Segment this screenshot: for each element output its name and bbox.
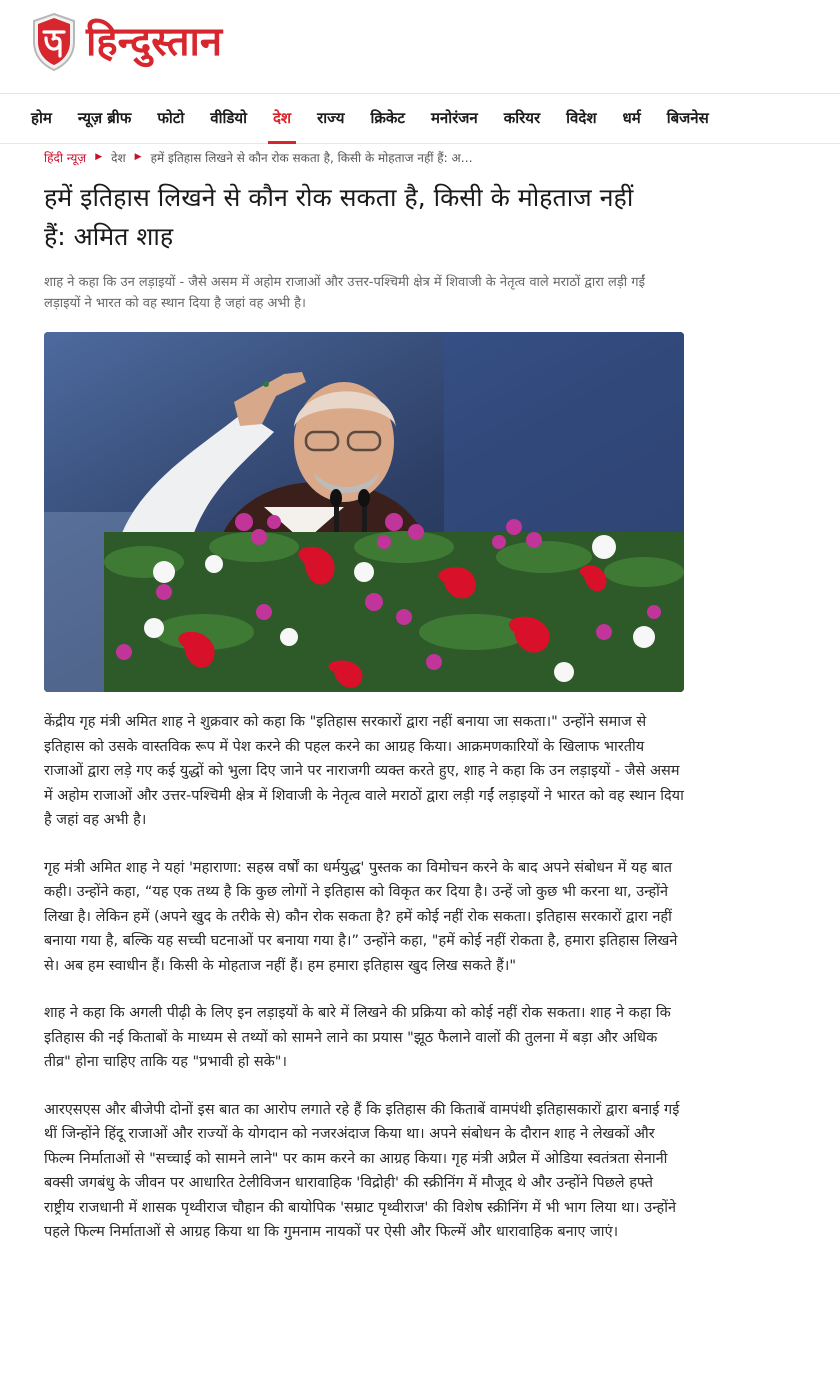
breadcrumb-home-link[interactable]: हिंदी न्यूज़ <box>44 150 87 165</box>
article-hero-image <box>44 332 684 692</box>
nav-item-business[interactable]: बिजनेस <box>666 108 709 127</box>
nav-item-career[interactable]: करियर <box>503 108 541 127</box>
article-paragraph: केंद्रीय गृह मंत्री अमित शाह ने शुक्रवार को कहा कि "इतिहास सरकारों द्वारा नहीं बनाया जा सकता।" उन्होंने समाज से इतिहास को उसके वास्तविक रूप में पेश करने की पहल करने का आग्रह किया। आक्रमणकारियों के खिलाफ भारतीय राजाओं द्वारा लड़े गए कई युद्धों को भुला दिए जाने पर नाराजगी व्यक्त करते हुए, शाह ने कहा कि उन लड़ाइयों - जैसे असम में अहोम राजाओं और उत्तर-पश्चिमी क्षेत्र में शिवाजी के नेतृत्व वाले मराठों द्वारा लड़ी गईं लड़ाइयों ने भारत को वह स्थान दिया है जहां वह अभी है। <box>44 714 684 828</box>
breadcrumb-arrow-icon: ▶ <box>134 152 142 162</box>
logo-wordmark: हिन्दुस्तान <box>86 19 223 65</box>
article-summary: शाह ने कहा कि उन लड़ाइयों - जैसे असम में अहोम राजाओं और उत्तर-पश्चिमी क्षेत्र में शिवाजी के नेतृत्व वाले मराठों द्वारा लड़ी गईं लड़ाइयों ने भारत को वह स्थान दिया है जहां वह अभी है। <box>44 275 646 311</box>
site-logo[interactable] <box>30 12 222 72</box>
article-paragraph: आरएसएस और बीजेपी दोनों इस बात का आरोप लगाते रहे हैं कि इतिहास की किताबें वामपंथी इतिहासकारों द्वारा बनाई गई थीं जिन्होंने हिंदू राजाओं और राज्यों के योगदान को नजरअंदाज किया था। अपने संबोधन के दौरान शाह ने लेखकों और फिल्म निर्माताओं से "सच्चाई को सामने लाने" पर काम करने का आग्रह किया। गृह मंत्री अप्रैल में ओडिया स्वतंत्रता सेनानी बक्सी जगबंधु के जीवन पर आधारित टेलीविजन धारावाहिक 'विद्रोही' की स्क्रीनिंग में मौजूद थे और उन्होंने पिछले हफ्ते राष्ट्रीय राजधानी में शासक पृथ्वीराज चौहान की बायोपिक 'सम्राट पृथ्वीराज' की विशेष स्क्रीनिंग में भी भाग लिया था। उन्होंने पहले फिल्म निर्माताओं से आग्रह किया था कि गुमनाम नायकों पर ऐसी और फिल्में और धारावाहिक बनाए जाएं। <box>44 1101 680 1240</box>
nav-item-home[interactable]: होम <box>31 108 52 127</box>
site-header <box>0 0 840 94</box>
article-paragraph: शाह ने कहा कि अगली पीढ़ी के लिए इन लड़ाइयों के बारे में लिखने की प्रक्रिया को कोई नहीं रोक सकता। शाह ने कहा कि इतिहास की नई किताबों के माध्यम से तथ्यों को सामने लाने का प्रयास "झूठ फैलाने वालों की तुलना में बड़ा और अधिक तीव्र" होना चाहिए ताकि यह "प्रभावी हो सके"। <box>44 1005 671 1070</box>
nav-item-news-brief[interactable]: न्यूज़ ब्रीफ <box>77 108 132 127</box>
breadcrumb-current: हमें इतिहास लिखने से कौन रोक सकता है, किसी के मोहताज नहीं हैं: अ… <box>150 150 473 165</box>
nav-item-photo[interactable]: फोटो <box>157 108 185 127</box>
breadcrumb-arrow-icon: ▶ <box>95 152 103 162</box>
nav-item-desh[interactable]: देश <box>260 94 304 144</box>
article-body <box>44 710 684 1245</box>
nav-item-video[interactable]: वीडियो <box>210 108 247 127</box>
article-paragraph: गृह मंत्री अमित शाह ने यहां 'महाराणा: सहस्र वर्षों का धर्मयुद्ध' पुस्तक का विमोचन करने के बाद अपने संबोधन में यह बात कही। उन्होंने कहा, “यह एक तथ्य है कि कुछ लोगों ने इतिहास को विकृत कर दिया है। उन्हें जो कुछ भी करना था, उन्होंने लिखा है। लेकिन हमें (अपने खुद के तरीके से) कौन रोक सकता है? हमें कोई नहीं रोक सकता। इतिहास सरकारों द्वारा नहीं बनाया गया है, बल्कि यह सच्ची घटनाओं पर बनाया गया है।” उन्होंने कहा, "हमें कोई नहीं रोकता है, हमारा इतिहास लिखने से। अब हम स्वाधीन हैं। किसी के मोहताज नहीं हैं। हम हमारा इतिहास खुद लिख सकते हैं।" <box>44 859 678 974</box>
article <box>0 178 700 1245</box>
nav-item-entertainment[interactable]: मनोरंजन <box>430 108 478 127</box>
nav-item-cricket[interactable]: क्रिकेट <box>370 108 405 127</box>
main-nav <box>0 94 840 144</box>
hero-photo-illustration <box>44 332 684 692</box>
article-headline: हमें इतिहास लिखने से कौन रोक सकता है, किसी के मोहताज नहीं हैं: अमित शाह <box>44 183 634 251</box>
nav-item-dharm[interactable]: धर्म <box>622 108 641 127</box>
breadcrumb <box>0 144 840 170</box>
breadcrumb-section-link[interactable]: देश <box>111 150 126 165</box>
logo-shield-icon <box>30 12 78 72</box>
nav-item-rajya[interactable]: राज्य <box>317 108 345 127</box>
nav-item-videsh[interactable]: विदेश <box>566 108 597 127</box>
